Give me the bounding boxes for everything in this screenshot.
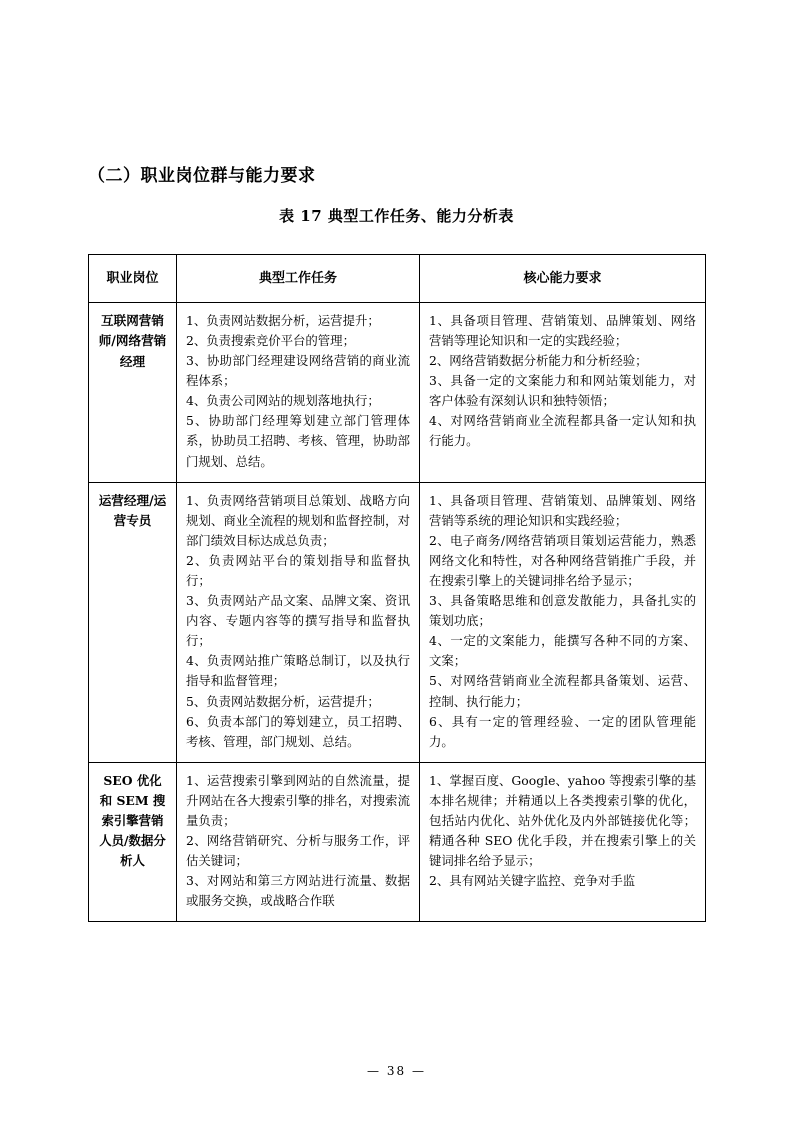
cell-tasks-text: 1、运营搜索引擎到网站的自然流量，提升网站在各大搜索引擎的排名，对搜索流量负责； 2、网络营销研究、分析与服务工作，评估关键词； 3、对网站和第三方网站进行流量、数据或服务交换，或战略合作联 — [186, 772, 410, 909]
table-header-row — [89, 254, 706, 302]
column-header-tasks: 典型工作任务 — [177, 254, 420, 302]
cell-tasks — [177, 302, 420, 482]
page-heading: （二）职业岗位群与能力要求 — [88, 166, 316, 186]
cell-abilities — [420, 762, 706, 922]
capability-table — [88, 254, 706, 923]
table-row — [89, 762, 706, 922]
cell-post: SEO 优化和 SEM 搜索引擎营销人员/数据分析人 — [89, 762, 177, 922]
cell-abilities — [420, 302, 706, 482]
cell-abilities-text: 1、具备项目管理、营销策划、品牌策划、网络营销等理论知识和一定的实践经验； 2、网络营销数据分析能力和分析经验； 3、具备一定的文案能力和和网站策划能力，对客户体验有深刻认识和独特领悟； 4、对网络营销商业全流程都具备一定认知和执行能力。 — [429, 312, 696, 449]
table-caption: 表 17 典型工作任务、能力分析表 — [279, 206, 514, 225]
cell-abilities-text: 1、具备项目管理、营销策划、品牌策划、网络营销等系统的理论知识和实践经验； 2、电子商务/网络营销项目策划运营能力，熟悉网络文化和特性，对各种网络营销推广手段，并在搜索引擎上的关键词排名给予显示； 3、具备策略思维和创意发散能力，具备扎实的策划功底； 4、一定的文案能力，能撰写各种不同的方案、文案； 5、对网络营销商业全流程都具备策划、运营、控制、执行能力； 6、具有一定的管理经验、一定的团队管理能力。 — [429, 492, 696, 749]
cell-tasks — [177, 482, 420, 762]
column-header-abilities: 核心能力要求 — [420, 254, 706, 302]
page-number: — 38 — — [367, 1064, 426, 1078]
table-row — [89, 302, 706, 482]
column-header-post: 职业岗位 — [89, 254, 177, 302]
cell-abilities-text: 1、掌握百度、Google、yahoo 等搜索引擎的基本排名规律；并精通以上各类搜索引擎的优化，包括站内优化、站外优化及内外部链接优化等；精通各种 SEO 优化手段，并在搜索引擎上的关键词排名给予显示； 2、具有网站关键字监控、竞争对手监 — [429, 772, 696, 889]
cell-abilities — [420, 482, 706, 762]
cell-post: 运营经理/运营专员 — [89, 482, 177, 762]
table-row — [89, 482, 706, 762]
cell-tasks — [177, 762, 420, 922]
cell-tasks-text: 1、负责网络营销项目总策划、战略方向规划、商业全流程的规划和监督控制，对部门绩效目标达成总负责； 2、负责网站平台的策划指导和监督执行； 3、负责网站产品文案、品牌文案、资讯内容、专题内容等的撰写指导和监督执行； 4、负责网站推广策略总制订，以及执行指导和监督管理； 5、负责网站数据分析，运营提升； 6、负责本部门的筹划建立，员工招聘、考核、管理，部门规划、总结。 — [186, 492, 410, 749]
cell-tasks-text: 1、负责网站数据分析，运营提升； 2、负责搜索竞价平台的管理； 3、协助部门经理建设网络营销的商业流程体系； 4、负责公司网站的规划落地执行； 5、协助部门经理筹划建立部门管理体系，协助员工招聘、考核、管理，协助部门规划、总结。 — [186, 312, 410, 469]
cell-post: 互联网营销师/网络营销经理 — [89, 302, 177, 482]
